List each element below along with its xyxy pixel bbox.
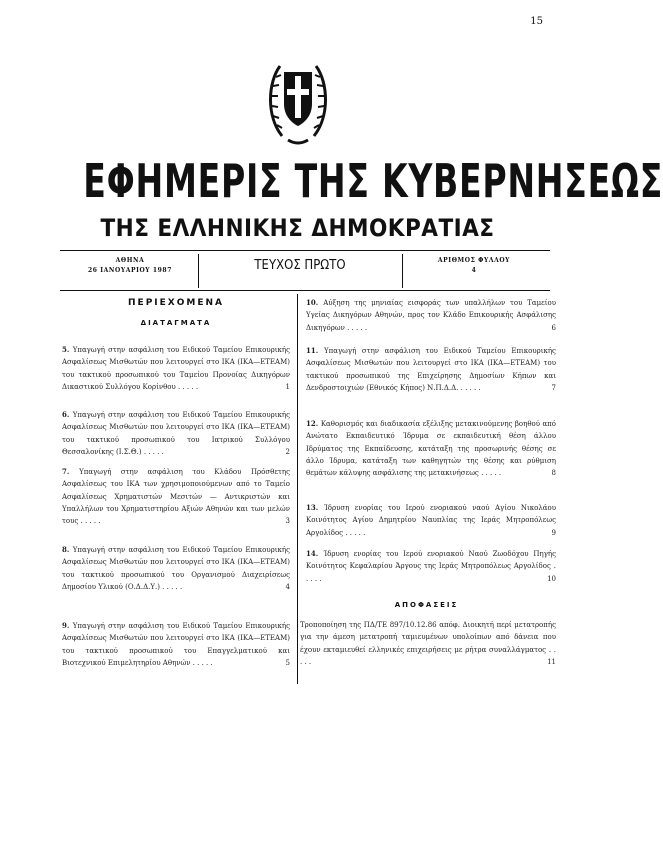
entry-leader-dots: . . . . . [460, 383, 481, 392]
sheet-label: ΑΡΙΘΜΟΣ ΦΥΛΛΟΥ [437, 257, 511, 264]
entry-text: Τροποποίηση της ΠΔ/ΤΕ 897/10.12.86 απόφ. Διοικητή περί μετατροπής για την άμεση μετατροπή ταμιευμένων υπολοίπων από δάνεια που έχουν εκταμιευθεί ελληνικές επιχειρήσεις με ρήτρα συναλλάγματος [300, 621, 556, 654]
entry-leader-dots: . . . . . [80, 517, 101, 526]
entry-number: 13. [306, 503, 324, 512]
decree-entry [306, 548, 556, 585]
contents-heading: ΠΕΡΙΕΧΟΜΕΝΑ [128, 298, 224, 308]
entry-page-number: 7 [551, 383, 556, 392]
entry-text: Υπαγωγή στην ασφάλιση του Ειδικού Ταμείου Επικουρικής Ασφαλίσεως Μισθωτών που λειτουργεί στο ΙΚΑ (ΙΚΑ—ΕΤΕΑΜ) του τακτικού προσωπικού του Οργανισμού Διαχειρίσεως Δημοσίου Υλικού (Ο.Δ.Δ.Υ.) [62, 546, 290, 591]
entry-page-number: 8 [551, 469, 556, 478]
entry-page-number: 4 [285, 582, 290, 591]
entry-leader-dots: . . . . . [143, 447, 164, 456]
entry-text: Ίδρυση ενορίας του Ιερού ενοριακού Ναού Ζωοδόχου Πηγής Κοινότητος Κεφαλαρίου Άργους της Ιεράς Μητροπόλεως Αργολίδος [306, 550, 556, 571]
entry-leader-dots: . . . . . [192, 658, 213, 667]
entry-number: 5. [62, 345, 73, 354]
decision-entry [300, 619, 556, 668]
issue-label: ΤΕΥΧΟΣ ΠΡΩΤΟ [254, 258, 346, 273]
column-divider [297, 294, 298, 684]
entry-text: Καθορισμός και διαδικασία εξέλιξης μετακινούμενης βοηθού από Ανώτατο Εκπαιδευτικό Ίδρυμα σε εκπαιδευτική θέση άλλου Ιδρύματος της Εκπαίδευσης, κατάταξη της προσωρινής θέσης σε άλλο Ίδρυμα, κατάταξη των καθηγητών της θέσης και ρύθμιση θεμάτων κάλυψης ασφάλισης της μετακινήσεως [306, 420, 556, 478]
decisions-heading: ΑΠΟΦΑΣΕΙΣ [394, 601, 459, 609]
issue-city: ΑΘΗΝΑ [115, 257, 145, 264]
decree-entry [62, 344, 290, 393]
greek-coat-of-arms-emblem [268, 50, 328, 150]
entry-number: 9. [62, 621, 73, 630]
header-divider-left [198, 254, 199, 288]
decree-entry [306, 345, 556, 394]
entry-text: Υπαγωγή στην ασφάλιση του Ειδικού Ταμείου Επικουρικής Ασφαλίσεως Μισθωτών που λειτουργεί στο ΙΚΑ (ΙΚΑ—ΕΤΕΑΜ) του τακτικού προσωπικού της Επιχείρησης Δημοσίων Κήπων και Δενδροστοιχιών (Εθνικός Κήπος) Ν.Π.Δ.Δ. [306, 347, 556, 392]
entry-number: 6. [62, 410, 73, 419]
entry-number: 7. [62, 467, 80, 476]
gazette-subtitle: ΤΗΣ ΕΛΛΗΝΙΚΗΣ ΔΗΜΟΚΡΑΤΙΑΣ [100, 214, 495, 242]
entry-leader-dots: . . . . . [162, 582, 183, 591]
entry-text: Υπαγωγή στην ασφάλιση του Ειδικού Ταμείου Επικουρικής Ασφαλίσεως Μισθωτών που λειτουργεί στο ΙΚΑ (ΙΚΑ—ΕΤΕΑΜ) του τακτικού προσωπικού του Ιατρικού Συλλόγου Θεσσαλονίκης (Ι.Σ.Θ.) [62, 411, 290, 456]
header-divider-right [402, 254, 403, 288]
decree-entry [306, 418, 556, 479]
entry-leader-dots: . . . . . [178, 382, 199, 391]
entry-page-number: 3 [285, 517, 290, 526]
entry-text: Αύξηση της μηνιαίας εισφοράς των υπαλλήλων του Ταμείου Υγείας Δικηγόρων Αθηνών, προς τον Κλάδο Επικουρικής Ασφάλισης Δικηγόρων [306, 299, 556, 332]
gazette-title: ΕΦΗΜΕΡΙΣ ΤΗΣ ΚΥΒΕΡΝΗΣΕΩΣ [83, 154, 663, 208]
entry-text: Υπαγωγή στην ασφάλιση του Ειδικού Ταμείου Επικουρικής Ασφαλίσεως Μισθωτών που λειτουργεί στο ΙΚΑ (ΙΚΑ—ΕΤΕΑΜ) του τακτικού προσωπικού του Ταμείου Προνοίας Δικηγόρων Δικαστικού Συλλόγου Κορίνθου [62, 346, 290, 391]
decree-entry [306, 502, 556, 539]
entry-number: 10. [306, 298, 324, 307]
decree-entry [62, 544, 290, 593]
entry-number: 14. [306, 549, 324, 558]
page-number: 15 [530, 16, 543, 27]
entry-leader-dots: . . . . . [347, 323, 368, 332]
entry-page-number: 6 [551, 323, 556, 332]
entry-page-number: 9 [551, 528, 556, 537]
entry-number: 8. [62, 545, 73, 554]
issue-date: 26 ΙΑΝΟΥΑΡΙΟΥ 1987 [88, 267, 172, 274]
entry-number: 12. [306, 419, 321, 428]
decree-entry [306, 297, 556, 334]
entry-text: Υπαγωγή στην ασφάλιση του Ειδικού Ταμείου Επικουρικής Ασφαλίσεως Μισθωτών που λειτουργεί στο ΙΚΑ (ΙΚΑ—ΕΤΕΑΜ) του τακτικού προσωπικού του Επαγγελματικού και Βιοτεχνικού Επιμελητηρίου Αθηνών [62, 622, 290, 667]
entry-number: 11. [306, 346, 325, 355]
header-rule-top [60, 250, 550, 251]
entry-leader-dots: . . . . . [306, 562, 556, 583]
entry-page-number: 11 [547, 657, 556, 666]
entry-leader-dots: . . . . . [481, 469, 502, 478]
decree-entry [62, 620, 290, 669]
entry-text: Ίδρυση ενορίας του Ιερού ενοριακού ναού Αγίου Νικολάου Κοινότητος Αγίου Δημητρίου Ναυπλίας της Ιεράς Μητροπόλεως Αργολίδος [306, 504, 557, 537]
entry-text: Υπαγωγή στην ασφάλιση του Κλάδου Πρόσθετης Ασφαλίσεως του ΙΚΑ των χρησιμοποιούμενων από το Ταμείο Ασφαλίσεως Χρηματιστών Μεσιτών — Αντικριστών και Υπαλλήλων του Χρηματιστηρίου Αξιών Αθηνών και των μελών τους [62, 468, 290, 526]
entry-leader-dots: . . . . . [345, 528, 366, 537]
issue-place-date [66, 256, 194, 276]
sheet-info [404, 256, 544, 276]
header-rule-bottom [60, 290, 550, 291]
sheet-number: 4 [471, 267, 477, 274]
entry-page-number: 10 [547, 574, 556, 583]
entry-page-number: 2 [285, 447, 290, 456]
entry-leader-dots: . . . . . [300, 645, 556, 666]
decree-entry [62, 409, 290, 458]
entry-page-number: 1 [285, 382, 290, 391]
decree-entry [62, 466, 290, 527]
decrees-heading: ΔΙΑΤΑΓΜΑΤΑ [140, 319, 212, 327]
entry-page-number: 5 [285, 658, 290, 667]
